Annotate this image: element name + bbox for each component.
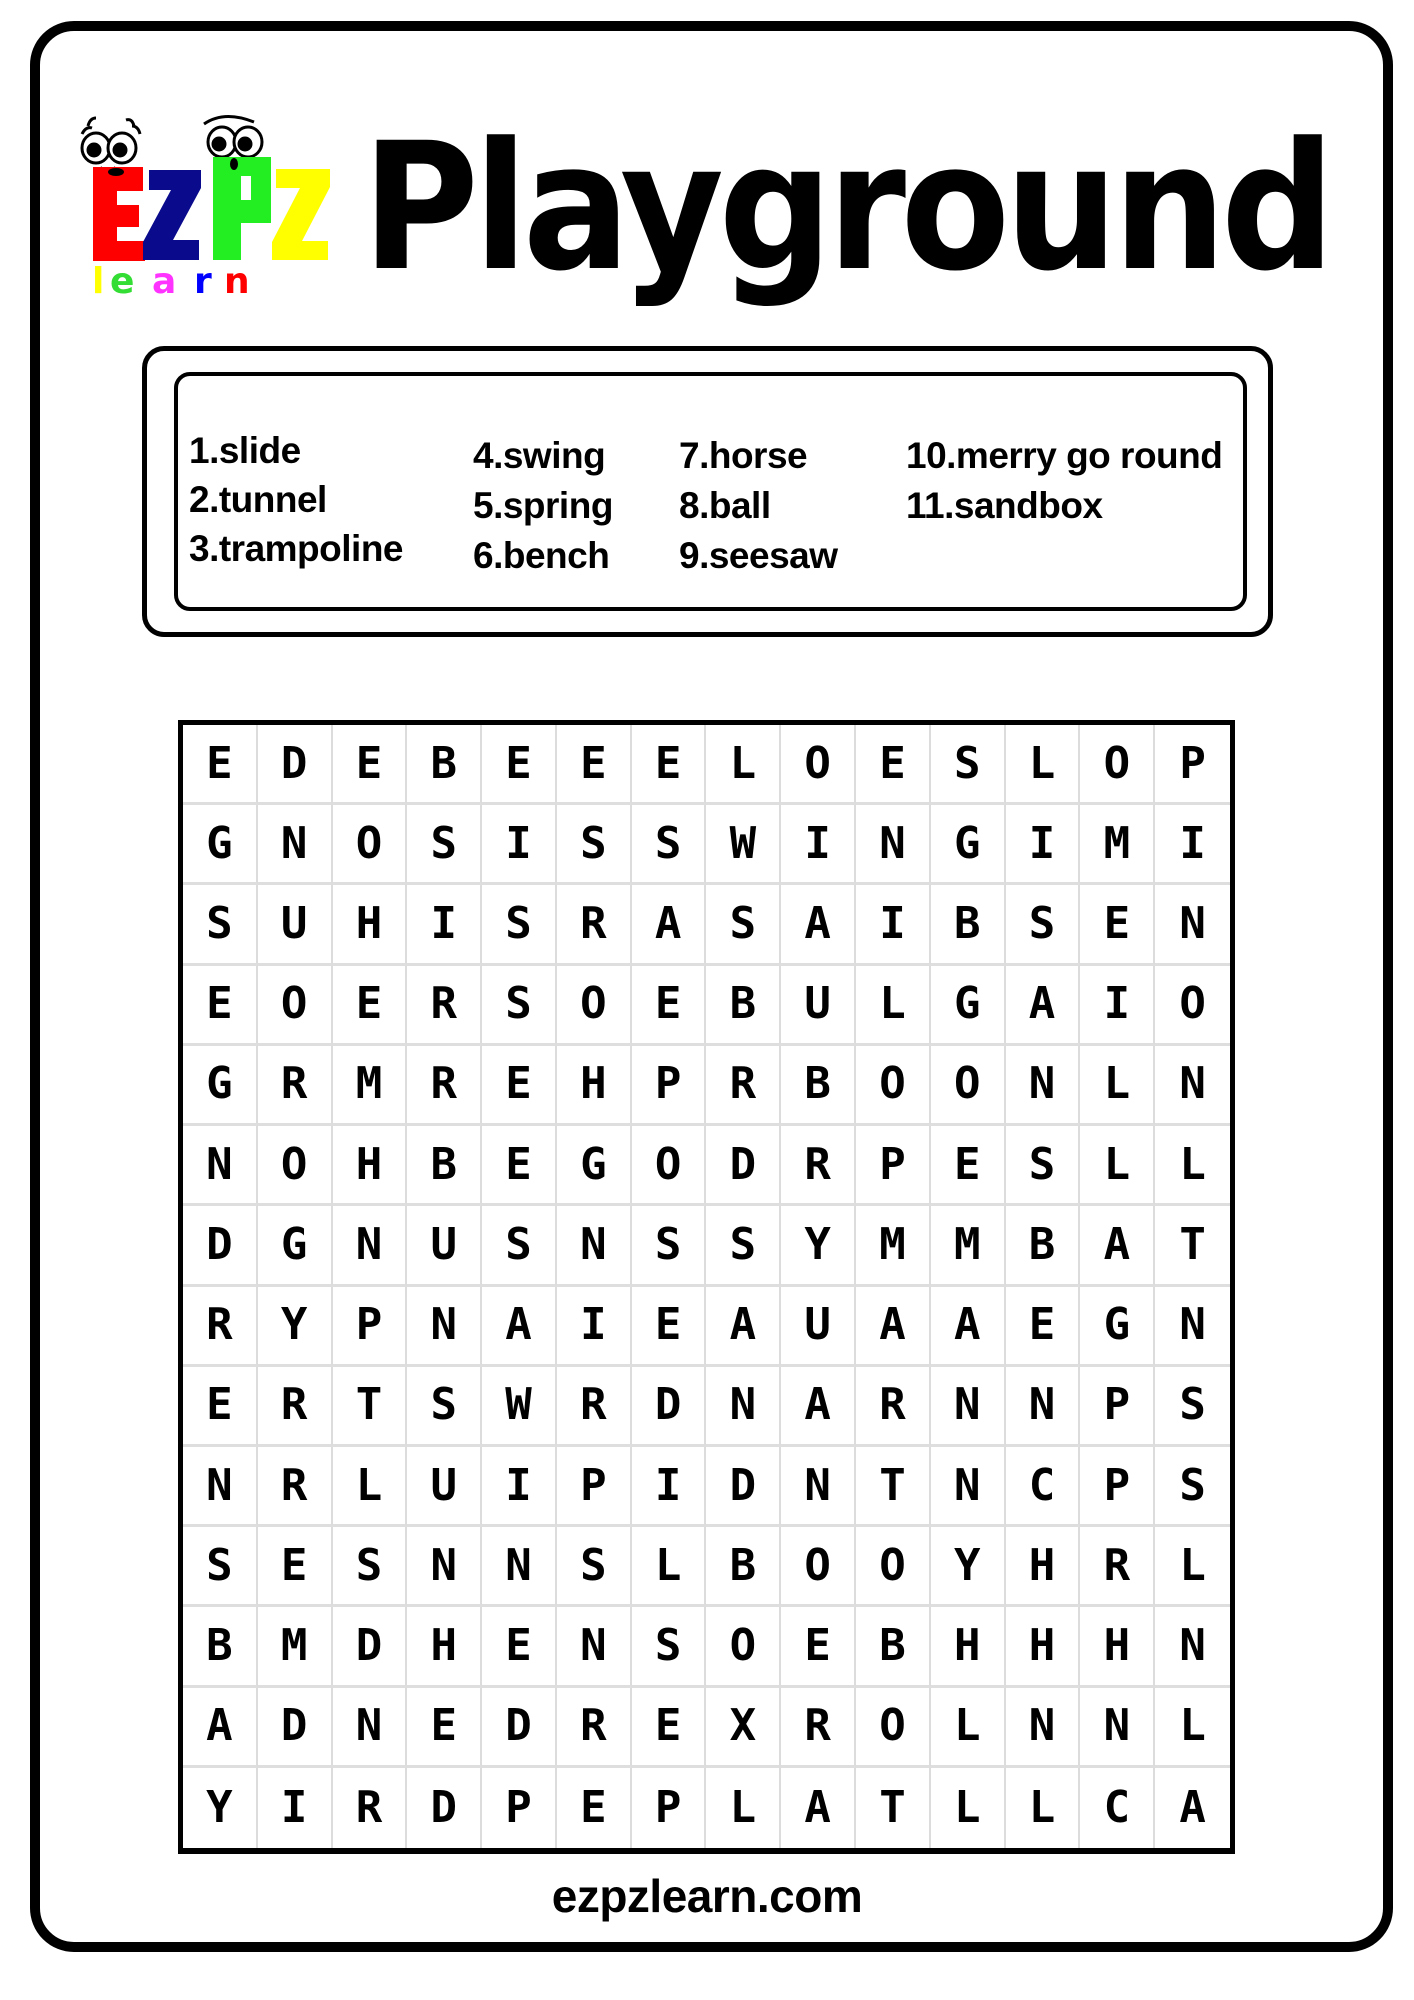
grid-cell[interactable]: N (183, 1126, 258, 1206)
grid-cell[interactable]: M (333, 1046, 408, 1126)
grid-cell[interactable]: L (1080, 1126, 1155, 1206)
grid-cell[interactable]: P (482, 1768, 557, 1848)
grid-cell[interactable]: L (1080, 1046, 1155, 1126)
grid-cell[interactable]: B (183, 1607, 258, 1687)
grid-cell[interactable]: R (407, 966, 482, 1046)
grid-cell[interactable]: O (632, 1126, 707, 1206)
grid-cell[interactable]: O (706, 1607, 781, 1687)
grid-cell[interactable]: I (482, 805, 557, 885)
grid-cell[interactable]: E (258, 1527, 333, 1607)
grid-cell[interactable]: R (781, 1126, 856, 1206)
grid-cell[interactable]: E (632, 966, 707, 1046)
grid-cell[interactable]: W (482, 1367, 557, 1447)
grid-cell[interactable]: L (1155, 1688, 1230, 1768)
grid-cell[interactable]: G (1080, 1287, 1155, 1367)
grid-cell[interactable]: P (557, 1447, 632, 1527)
grid-cell[interactable]: A (856, 1287, 931, 1367)
grid-cell[interactable]: O (931, 1046, 1006, 1126)
grid-cell[interactable]: T (1155, 1206, 1230, 1286)
grid-cell[interactable]: T (856, 1768, 931, 1848)
grid-cell[interactable]: P (632, 1768, 707, 1848)
grid-cell[interactable]: E (632, 1287, 707, 1367)
grid-cell[interactable]: L (632, 1527, 707, 1607)
grid-cell[interactable]: L (706, 1768, 781, 1848)
word-item: 9.seesaw (679, 535, 838, 576)
grid-cell[interactable]: G (931, 966, 1006, 1046)
grid-cell[interactable]: S (407, 1367, 482, 1447)
grid-cell[interactable]: R (856, 1367, 931, 1447)
grid-cell[interactable]: E (1080, 885, 1155, 965)
grid-cell[interactable]: N (1006, 1688, 1081, 1768)
grid-cell[interactable]: O (1155, 966, 1230, 1046)
grid-cell[interactable]: L (1006, 725, 1081, 805)
grid-cell[interactable]: N (1080, 1688, 1155, 1768)
grid-cell[interactable]: R (407, 1046, 482, 1126)
grid-cell[interactable]: U (407, 1447, 482, 1527)
grid-cell[interactable]: P (1080, 1367, 1155, 1447)
grid-cell[interactable]: O (856, 1688, 931, 1768)
grid-cell[interactable]: O (781, 1527, 856, 1607)
grid-cell[interactable]: R (258, 1367, 333, 1447)
grid-cell[interactable]: H (931, 1607, 1006, 1687)
grid-cell[interactable]: H (1006, 1527, 1081, 1607)
grid-cell[interactable]: E (333, 966, 408, 1046)
word-item: 11.sandbox (906, 485, 1103, 526)
grid-cell[interactable]: E (1006, 1287, 1081, 1367)
grid-cell[interactable]: S (1006, 1126, 1081, 1206)
grid-cell[interactable]: Y (183, 1768, 258, 1848)
grid-cell[interactable]: O (856, 1046, 931, 1126)
grid-cell[interactable]: G (183, 805, 258, 885)
word-item: 5.spring (473, 485, 613, 526)
grid-cell[interactable]: N (1155, 1287, 1230, 1367)
grid-cell[interactable]: N (1155, 1046, 1230, 1126)
grid-cell[interactable]: D (258, 725, 333, 805)
grid-cell[interactable]: S (482, 885, 557, 965)
grid-cell[interactable]: A (1080, 1206, 1155, 1286)
grid-cell[interactable]: H (1080, 1607, 1155, 1687)
grid-cell[interactable]: R (706, 1046, 781, 1126)
grid-cell[interactable]: S (1006, 885, 1081, 965)
grid-cell[interactable]: G (557, 1126, 632, 1206)
grid-cell[interactable]: N (1155, 885, 1230, 965)
grid-cell[interactable]: M (258, 1607, 333, 1687)
grid-cell[interactable]: L (1155, 1126, 1230, 1206)
grid-cell[interactable]: P (856, 1126, 931, 1206)
footer-website: ezpzlearn.com (551, 1870, 863, 1922)
logo-letter-p (213, 157, 271, 260)
grid-cell[interactable]: D (333, 1607, 408, 1687)
grid-cell[interactable]: B (706, 1527, 781, 1607)
grid-cell[interactable]: I (856, 885, 931, 965)
word-list-box (174, 372, 1247, 611)
grid-cell[interactable]: E (931, 1126, 1006, 1206)
word-item: 6.bench (473, 535, 610, 576)
grid-cell[interactable]: U (258, 885, 333, 965)
grid-cell[interactable]: D (706, 1126, 781, 1206)
grid-cell[interactable]: N (183, 1447, 258, 1527)
grid-cell[interactable]: N (1006, 1046, 1081, 1126)
grid-cell[interactable]: H (407, 1607, 482, 1687)
grid-cell[interactable]: A (706, 1287, 781, 1367)
grid-cell[interactable]: E (183, 725, 258, 805)
grid-cell[interactable]: R (258, 1046, 333, 1126)
grid-cell[interactable]: A (1179, 1781, 1206, 1833)
grid-cell[interactable]: O (333, 805, 408, 885)
grid-cell[interactable]: N (407, 1287, 482, 1367)
grid-cell[interactable]: R (557, 1367, 632, 1447)
grid-cell[interactable]: S (482, 966, 557, 1046)
grid-cell[interactable]: N (1155, 1607, 1230, 1687)
grid-cell[interactable]: N (482, 1527, 557, 1607)
grid-cell[interactable]: L (856, 966, 931, 1046)
grid-cell[interactable]: B (407, 1126, 482, 1206)
grid-cell[interactable]: R (557, 1688, 632, 1768)
grid-cell[interactable]: A (632, 885, 707, 965)
grid-cell[interactable]: S (183, 885, 258, 965)
grid-cell[interactable]: N (333, 1688, 408, 1768)
grid-cell[interactable]: N (706, 1367, 781, 1447)
grid-cell[interactable]: R (1080, 1527, 1155, 1607)
word-item: 3.trampoline (189, 528, 403, 569)
grid-cell[interactable]: B (856, 1607, 931, 1687)
logo-letter-z (143, 170, 201, 260)
logo-learn-r: r (194, 261, 212, 302)
grid-cell[interactable]: E (632, 1688, 707, 1768)
grid-cell[interactable]: E (333, 725, 408, 805)
grid-cell[interactable]: E (183, 1367, 258, 1447)
grid-cell[interactable]: O (781, 725, 856, 805)
grid-cell[interactable]: N (931, 1367, 1006, 1447)
grid-cell[interactable]: A (482, 1287, 557, 1367)
grid-cell[interactable]: S (482, 1206, 557, 1286)
grid-cell[interactable]: S (632, 1206, 707, 1286)
grid-cell[interactable]: I (781, 805, 856, 885)
grid-cell[interactable]: E (632, 725, 707, 805)
grid-cell[interactable]: U (407, 1206, 482, 1286)
grid-cell[interactable]: S (706, 1206, 781, 1286)
grid-cell[interactable]: O (557, 966, 632, 1046)
grid-cell[interactable]: N (856, 805, 931, 885)
grid-cell[interactable]: Y (781, 1206, 856, 1286)
grid-cell[interactable]: S (407, 805, 482, 885)
grid-cell[interactable]: L (706, 725, 781, 805)
grid-cell[interactable]: L (931, 1688, 1006, 1768)
grid-cell[interactable]: T (856, 1447, 931, 1527)
grid-cell[interactable]: G (183, 1046, 258, 1126)
grid-cell[interactable]: M (931, 1206, 1006, 1286)
grid-cell[interactable]: S (183, 1527, 258, 1607)
grid-cell[interactable]: N (557, 1206, 632, 1286)
grid-cell[interactable]: E (856, 725, 931, 805)
grid-cell[interactable]: B (706, 966, 781, 1046)
grid-cell[interactable]: C (1006, 1447, 1081, 1527)
grid-cell[interactable]: X (706, 1688, 781, 1768)
grid-cell[interactable]: E (183, 966, 258, 1046)
grid-cell[interactable]: D (632, 1367, 707, 1447)
grid-cell[interactable]: E (482, 725, 557, 805)
grid-cell[interactable]: I (407, 885, 482, 965)
grid-cell[interactable]: R (183, 1287, 258, 1367)
grid-cell[interactable]: U (781, 966, 856, 1046)
word-item: 2.tunnel (189, 479, 327, 520)
grid-cell[interactable]: G (258, 1206, 333, 1286)
grid-cell[interactable]: B (407, 725, 482, 805)
grid-cell[interactable]: S (632, 1607, 707, 1687)
grid-cell[interactable]: N (557, 1607, 632, 1687)
word-item: 8.ball (679, 485, 771, 526)
grid-cell[interactable]: E (482, 1126, 557, 1206)
grid-cell[interactable]: N (1006, 1367, 1081, 1447)
grid-cell[interactable]: N (333, 1206, 408, 1286)
grid-cell[interactable]: S (632, 805, 707, 885)
grid-cell[interactable]: O (258, 1126, 333, 1206)
grid-cell[interactable]: O (258, 966, 333, 1046)
word-item: 7.horse (679, 435, 808, 476)
grid-cell[interactable]: S (931, 725, 1006, 805)
grid-cell[interactable]: I (557, 1287, 632, 1367)
grid-cell[interactable]: G (931, 805, 1006, 885)
grid-cell[interactable]: A (781, 1367, 856, 1447)
grid-cell[interactable]: O (1080, 725, 1155, 805)
page-title: Playground (362, 105, 1330, 310)
grid-cell[interactable]: R (557, 885, 632, 965)
logo-learn-a: a (152, 261, 177, 302)
grid-cell[interactable]: S (557, 805, 632, 885)
grid-cell[interactable]: I (258, 1768, 333, 1848)
grid-cell[interactable]: L (931, 1768, 1006, 1848)
eyes-icon (82, 118, 140, 171)
grid-cell[interactable]: B (931, 885, 1006, 965)
grid-cell[interactable]: D (482, 1688, 557, 1768)
grid-cell[interactable]: P (1155, 725, 1230, 805)
grid-cell[interactable]: N (258, 805, 333, 885)
grid-cell[interactable]: T (333, 1367, 408, 1447)
grid-cell[interactable]: W (706, 805, 781, 885)
grid-cell[interactable]: R (258, 1447, 333, 1527)
grid-cell[interactable]: H (333, 1126, 408, 1206)
grid-cell[interactable]: A (1006, 966, 1081, 1046)
logo-letter-z2 (272, 169, 330, 260)
grid-cell[interactable]: B (781, 1046, 856, 1126)
ezpz-learn-logo (74, 112, 336, 302)
grid-cell[interactable]: D (407, 1768, 482, 1848)
grid-cell[interactable]: S (1155, 1447, 1230, 1527)
grid-cell[interactable]: S (557, 1527, 632, 1607)
grid-cell[interactable]: I (1080, 966, 1155, 1046)
logo-learn-l: l (92, 261, 105, 302)
grid-cell[interactable]: D (706, 1447, 781, 1527)
logo-graphic (74, 112, 336, 302)
grid-cell[interactable]: D (258, 1688, 333, 1768)
grid-cell[interactable]: L (1155, 1527, 1230, 1607)
grid-cell[interactable]: H (333, 885, 408, 965)
grid-cell[interactable]: M (856, 1206, 931, 1286)
logo-learn-e: e (110, 261, 135, 302)
grid-cell[interactable]: R (781, 1688, 856, 1768)
grid-cell[interactable]: B (1006, 1206, 1081, 1286)
grid-cell[interactable]: S (706, 885, 781, 965)
grid-cell[interactable]: N (781, 1447, 856, 1527)
grid-cell[interactable]: A (931, 1287, 1006, 1367)
grid-cell[interactable]: A (781, 1768, 856, 1848)
grid-cell[interactable]: O (856, 1527, 931, 1607)
logo-letter-e (93, 167, 145, 261)
grid-cell[interactable]: E (482, 1046, 557, 1126)
grid-cell[interactable]: C (1080, 1768, 1155, 1848)
grid-cell[interactable]: H (1006, 1607, 1081, 1687)
grid-cell[interactable]: E (781, 1607, 856, 1687)
grid-cell[interactable]: H (557, 1046, 632, 1126)
grid-cell[interactable]: I (632, 1447, 707, 1527)
grid-cell[interactable]: P (632, 1046, 707, 1126)
logo-learn-n: n (224, 261, 250, 302)
grid-cell[interactable]: Y (258, 1287, 333, 1367)
grid-cell[interactable]: P (1080, 1447, 1155, 1527)
grid-cell[interactable]: E (557, 725, 632, 805)
grid-cell[interactable]: S (333, 1527, 408, 1607)
grid-cell[interactable]: E (482, 1607, 557, 1687)
grid-cell[interactable]: S (1155, 1367, 1230, 1447)
grid-cell[interactable]: A (781, 885, 856, 965)
word-search-grid (178, 720, 1235, 1854)
word-item: 10.merry go round (906, 435, 1223, 476)
grid-cell[interactable]: E (407, 1688, 482, 1768)
grid-cell[interactable]: D (183, 1206, 258, 1286)
grid-cell[interactable]: U (781, 1287, 856, 1367)
grid-cell[interactable]: L (333, 1447, 408, 1527)
grid-cell[interactable]: P (333, 1287, 408, 1367)
grid-cell[interactable]: Y (931, 1527, 1006, 1607)
grid-cell[interactable]: R (333, 1768, 408, 1848)
grid-cell[interactable]: A (183, 1688, 258, 1768)
grid-cell[interactable]: M (1080, 805, 1155, 885)
grid-cell[interactable]: N (407, 1527, 482, 1607)
grid-cell[interactable]: E (557, 1768, 632, 1848)
word-item: 4.swing (473, 435, 606, 476)
eyes-icon (204, 116, 262, 157)
word-item: 1.slide (189, 430, 301, 471)
grid-cell[interactable]: N (931, 1447, 1006, 1527)
grid-cell[interactable]: I (1155, 805, 1230, 885)
grid-cell[interactable]: I (482, 1447, 557, 1527)
grid-cell[interactable]: L (1006, 1768, 1081, 1848)
grid-cell[interactable]: I (1006, 805, 1081, 885)
